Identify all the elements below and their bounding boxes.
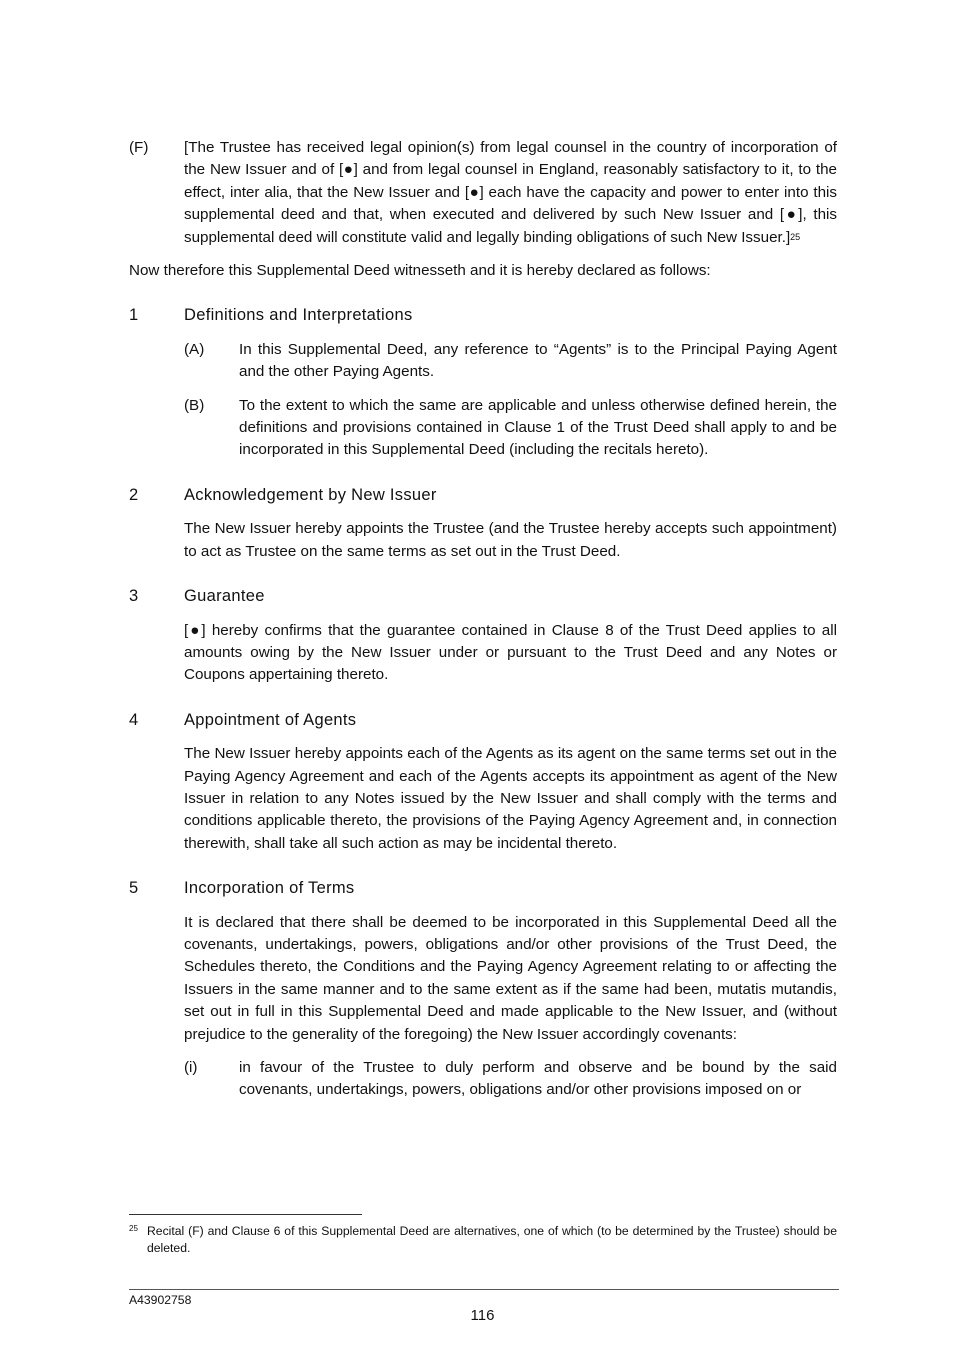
clause-text: The New Issuer hereby appoints the Trustee (and the Trustee hereby accepts such appointment) to act as Trustee on the same terms as set out in the Trust Deed.: [184, 520, 837, 560]
document-body: [129, 137, 837, 1102]
footnote-number: 25: [129, 1224, 138, 1233]
recital-label: (F): [129, 139, 149, 156]
clause-title: Acknowledgement by New Issuer: [184, 485, 437, 504]
subclause-label: (i): [184, 1059, 198, 1076]
subclause-label: (A): [184, 340, 205, 358]
clause-text: It is declared that there shall be deemed to be incorporated in this Supplemental Deed all the covenants, undertakings, powers, obligations and/or other provisions of the Trust Deed, the Schedules thereto, the Conditions and the Paying Agency Agreement relating to or affecting the Issuers in the same manner and to the same extent as if the same had been, mutatis mutandis, set out in full in this Supplemental Deed and made applicable to the New Issuer, and (without prejudice to the generality of the foregoing) the New Issuer accordingly covenants:: [184, 913, 837, 1043]
clause-heading: [129, 304, 837, 326]
subclause: [184, 1057, 837, 1102]
clause-title: Definitions and Interpretations: [184, 306, 413, 325]
subclause-label: (B): [184, 396, 205, 414]
subclause: [184, 395, 837, 462]
subclause-text: In this Supplemental Deed, any reference to “Agents” is to the Principal Paying Agent and the other Paying Agents.: [239, 340, 837, 381]
witnesseth-statement: Now therefore this Supplemental Deed witnesseth and it is hereby declared as follows:: [129, 262, 711, 280]
clause-title: Guarantee: [184, 587, 265, 606]
footnote-reference[interactable]: 25: [790, 231, 801, 242]
footnote-divider: [129, 1214, 362, 1215]
clause-body: [184, 518, 837, 563]
clause-body: [184, 743, 837, 855]
clause-heading: [129, 709, 837, 731]
document-reference: A43902758: [129, 1293, 192, 1307]
clause-body: [184, 912, 837, 1046]
clause-number: 5: [129, 879, 139, 898]
clause-title: Incorporation of Terms: [184, 879, 355, 898]
clause-text: [●] hereby confirms that the guarantee contained in Clause 8 of the Trust Deed applies to all amounts owing by the New Issuer under or pursuant to the Trust Deed and any Notes or Coupons appertaining thereto.: [184, 621, 837, 684]
clause-number: 1: [129, 306, 139, 325]
clause-heading: [129, 585, 837, 607]
subclause-text: in favour of the Trustee to duly perform and observe and be bound by the said covenants, undertakings, powers, obligations and/or other provisions imposed on or: [239, 1059, 837, 1099]
clause-body: [184, 620, 837, 687]
recital-f: [129, 137, 837, 249]
clause-number: 4: [129, 710, 139, 729]
clause-text: The New Issuer hereby appoints each of the Agents as its agent on the same terms set out in the Paying Agency Agreement and each of the Agents accepts its appointment as agent of the New Issuer in relation to any Notes issued by the New Issuer and shall comply with the terms and conditions applicable thereto, the provisions of the Paying Agency Agreement and, in connection therewith, shall take all such action as may be incidental thereto.: [184, 745, 837, 852]
recital-text: [The Trustee has received legal opinion(s) from legal counsel in the country of incorporation of the New Issuer and of [●] and from legal counsel in England, reasonably satisfactory to it, to the effect, inter alia, that the New Issuer and [●] each have the capacity and power to enter into this supplemental deed and that, when executed and delivered by such New Issuer and [●], this supplemental deed will constitute valid and legally binding obligations of such New Issuer.]$^{25}$: [184, 139, 837, 246]
clause-number: 2: [129, 485, 139, 504]
page-number: 116: [470, 1307, 495, 1324]
subclause: [184, 339, 837, 384]
clause-number: 3: [129, 587, 139, 606]
footnote-text: Recital (F) and Clause 6 of this Supplemental Deed are alternatives, one of which (to be determined by the Trustee) should be deleted.: [147, 1224, 837, 1255]
clause-heading: [129, 484, 837, 506]
footnote: [129, 1223, 837, 1257]
footer-divider: [129, 1289, 839, 1290]
clause-heading: [129, 877, 837, 899]
clause-title: Appointment of Agents: [184, 710, 357, 729]
subclause-text: To the extent to which the same are applicable and unless otherwise defined herein, the definitions and provisions contained in Clause 1 of the Trust Deed shall apply to and be incorporated in this Supplemental Deed (including the recitals hereto).: [239, 396, 837, 459]
